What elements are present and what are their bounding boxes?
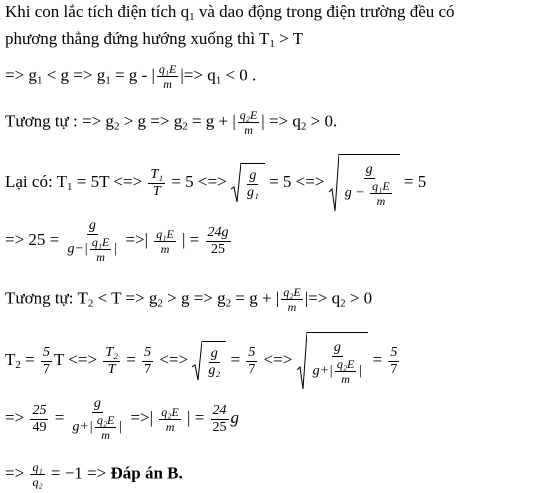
numerator: q₂E xyxy=(239,108,258,122)
radical-sign xyxy=(297,332,307,390)
denominator xyxy=(343,179,396,208)
line-3 xyxy=(5,62,256,91)
denominator: 25 xyxy=(211,241,226,257)
text-segment: => g xyxy=(5,65,37,85)
sqrt-g-g1 xyxy=(231,163,265,203)
text-segment: | = xyxy=(182,407,209,427)
fraction xyxy=(154,227,176,256)
denominator: g₁ xyxy=(246,185,259,200)
numerator: q₁ xyxy=(32,460,43,474)
denominator: m xyxy=(101,428,110,442)
numerator: q₁E xyxy=(91,235,110,249)
fraction xyxy=(335,357,357,386)
radicand xyxy=(241,163,265,203)
text-segment: > g => g xyxy=(119,111,183,131)
text-segment: = 5T <=> xyxy=(72,171,147,191)
numerator: g xyxy=(93,396,101,411)
denominator: 7 xyxy=(144,361,152,377)
text-segment: > 0. xyxy=(306,111,338,131)
line-4 xyxy=(5,108,337,137)
text-segment: | = xyxy=(177,229,204,249)
radicand xyxy=(202,341,226,381)
numerator: 24g xyxy=(207,224,229,240)
subscript: 2 xyxy=(157,297,163,310)
numerator: q₁E xyxy=(158,62,177,76)
line-5 xyxy=(5,154,426,212)
fraction xyxy=(281,285,303,314)
numerator: q₂E xyxy=(283,285,301,299)
fraction-g-over-g-plus xyxy=(71,396,125,442)
text-segment: g+| xyxy=(72,419,93,435)
numerator: 5 xyxy=(144,344,152,360)
line-8 xyxy=(5,332,401,390)
subscript: 1 xyxy=(67,180,73,193)
numerator: g xyxy=(365,161,373,177)
text-segment: | => q xyxy=(261,111,301,131)
sqrt-g-over-g-minus xyxy=(329,154,400,212)
text-segment: = g - | xyxy=(110,65,155,85)
denominator: 25 xyxy=(212,419,227,435)
fraction xyxy=(41,345,52,378)
numerator: g xyxy=(249,168,257,183)
line-1 xyxy=(5,2,455,27)
text-segment: <=> xyxy=(155,349,193,369)
text-segment: = xyxy=(368,349,387,369)
fraction xyxy=(311,340,365,386)
text-segment: = xyxy=(121,349,141,369)
text-segment: g xyxy=(230,407,240,427)
denominator: m xyxy=(244,123,253,137)
numerator: T₂ xyxy=(105,344,118,360)
radicand xyxy=(307,332,369,390)
text-segment: < T => g xyxy=(93,288,158,308)
text-segment: |=> q xyxy=(304,288,341,308)
fraction-T1-T xyxy=(148,167,165,200)
denominator: g₂ xyxy=(208,363,221,378)
text-segment: |=> q xyxy=(180,65,216,85)
text-segment: = xyxy=(50,407,69,427)
fraction xyxy=(246,345,257,378)
fraction-q1-q2 xyxy=(30,460,44,489)
subscript: 1 xyxy=(269,38,275,50)
fraction xyxy=(343,162,396,208)
sqrt-g-over-g-plus xyxy=(297,332,369,390)
subscript: 1 xyxy=(36,74,43,87)
text-segment: = g + | xyxy=(231,288,280,308)
subscript: 2 xyxy=(225,297,232,310)
fraction-q2E-m xyxy=(238,108,260,137)
denominator: T xyxy=(152,183,161,199)
text-segment: > 0 xyxy=(345,288,373,308)
text-segment: g−| xyxy=(67,241,88,257)
text-segment: => xyxy=(5,463,29,483)
fraction-g-over-g-minus xyxy=(66,218,120,264)
denominator xyxy=(71,413,125,442)
fraction-T2-T xyxy=(103,345,120,378)
fraction xyxy=(142,345,153,378)
denominator: q₂ xyxy=(32,475,43,489)
numerator: 5 xyxy=(42,344,50,360)
denominator: 49 xyxy=(32,419,47,435)
subscript: 1 xyxy=(189,11,195,23)
text-segment: g+| xyxy=(312,362,333,378)
radical-sign xyxy=(192,341,202,381)
text-segment: => xyxy=(5,407,29,427)
denominator: m xyxy=(341,371,350,386)
text-segment: T <=> xyxy=(53,349,102,369)
numerator: q₂E xyxy=(161,404,179,419)
line-2 xyxy=(5,29,303,54)
text-segment: =>| xyxy=(126,407,158,427)
fraction-24-25 xyxy=(211,403,229,436)
line-6 xyxy=(5,218,233,264)
numerator: 5 xyxy=(390,344,398,360)
text-segment: g − xyxy=(344,184,369,200)
line-7 xyxy=(5,285,372,314)
subscript: 2 xyxy=(87,297,94,310)
text-segment: = xyxy=(20,349,39,369)
denominator xyxy=(66,235,120,264)
text-segment: =>| xyxy=(121,229,153,249)
text-segment: và dao động trong điện trường đều có xyxy=(194,2,455,21)
fraction-q1E-m xyxy=(157,62,179,91)
text-segment: = 5 xyxy=(399,171,427,191)
numerator: g xyxy=(210,346,218,361)
text-segment: = xyxy=(226,349,245,369)
denominator: m xyxy=(160,241,170,256)
fraction xyxy=(245,168,261,201)
line-9 xyxy=(5,396,239,442)
denominator: m xyxy=(165,419,175,434)
denominator xyxy=(311,357,365,386)
denominator: 7 xyxy=(42,361,50,377)
denominator: 7 xyxy=(390,361,398,377)
text-segment: < 0 . xyxy=(221,65,257,85)
subscript: 2 xyxy=(182,120,188,133)
subscript: 1 xyxy=(105,74,111,87)
subscript: 2 xyxy=(113,120,120,133)
numerator: 5 xyxy=(248,344,256,360)
fraction xyxy=(95,413,117,442)
line-10 xyxy=(5,460,183,489)
text-segment: Tương tự: T xyxy=(5,288,88,308)
text-segment: Tương tự : => g xyxy=(5,111,114,131)
text-segment: < g => g xyxy=(42,65,106,85)
numerator: T₁ xyxy=(150,166,164,182)
fraction xyxy=(159,405,181,434)
radical-sign xyxy=(231,163,241,203)
denominator: 7 xyxy=(248,361,256,377)
text-segment: = 5 <=> xyxy=(167,171,231,191)
fraction xyxy=(388,345,399,378)
subscript: 2 xyxy=(340,297,346,310)
numerator: 24 xyxy=(212,402,227,418)
fraction xyxy=(90,235,112,264)
denominator: m xyxy=(163,77,172,91)
numerator: q₁E xyxy=(372,178,390,193)
text-segment: T xyxy=(5,349,16,369)
numerator: q₂E xyxy=(336,356,355,371)
subscript: 2 xyxy=(300,120,307,133)
subscript: 2 xyxy=(15,358,21,371)
fraction xyxy=(206,346,222,379)
text-segment: = 5 <=> xyxy=(264,171,329,191)
numerator: g xyxy=(88,218,96,233)
text-segment: | xyxy=(118,419,123,435)
answer: Đáp án B. xyxy=(110,463,183,483)
denominator: m xyxy=(96,250,105,264)
denominator: T xyxy=(107,361,116,377)
numerator: q₁E xyxy=(156,226,174,241)
text-segment: > g => g xyxy=(162,288,226,308)
fraction-24g-25 xyxy=(206,225,231,258)
sqrt-g-g2 xyxy=(192,341,226,381)
fraction-25-49 xyxy=(30,403,48,436)
numerator: q₂E xyxy=(96,413,115,427)
text-segment: = −1 => xyxy=(46,463,111,483)
text-segment: = g + | xyxy=(187,111,236,131)
text-segment: | xyxy=(358,362,363,378)
text-segment: > T xyxy=(274,29,304,48)
text-segment: <=> xyxy=(259,349,297,369)
fraction xyxy=(370,179,392,208)
text-segment: Lại có: T xyxy=(5,171,67,191)
denominator: m xyxy=(376,193,386,208)
numerator: g xyxy=(333,339,341,355)
radicand xyxy=(339,154,400,212)
text-segment: Khi con lắc tích điện tích q xyxy=(5,2,190,21)
text-segment: | xyxy=(113,241,118,257)
numerator: 25 xyxy=(32,402,47,418)
subscript: 1 xyxy=(215,74,222,87)
radical-sign xyxy=(329,154,339,212)
text-segment: phương thẳng đứng hướng xuống thì T xyxy=(5,29,270,48)
denominator: m xyxy=(287,300,297,314)
text-segment: => 25 = xyxy=(5,229,64,249)
